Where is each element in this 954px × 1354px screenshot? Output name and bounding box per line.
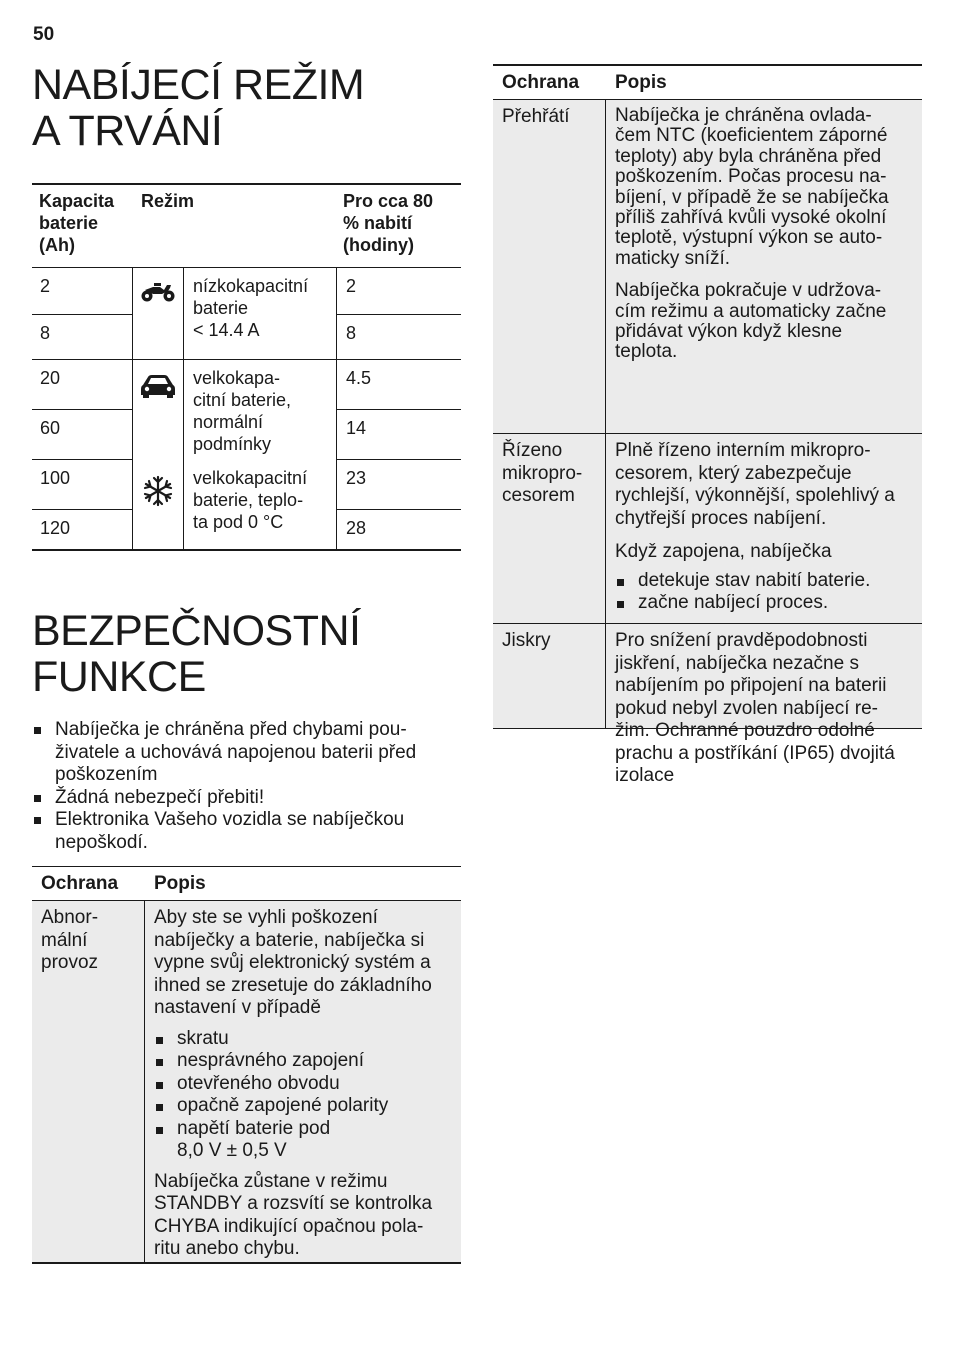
capacity-cell: 120 — [40, 518, 71, 538]
description-paragraph: Když zapojena, nabíječka — [615, 541, 832, 562]
title-line: A TRVÁNÍ — [32, 107, 223, 155]
list-item: detekuje stav nabití baterie. — [615, 570, 920, 593]
capacity-cell: 60 — [40, 418, 61, 438]
capacity-cell: 100 — [40, 468, 71, 488]
car-icon — [140, 374, 176, 398]
protection-name: Přehřátí — [502, 106, 570, 127]
snowflake-icon — [142, 475, 174, 507]
time-cell: 4.5 — [346, 368, 372, 388]
time-cell: 28 — [346, 518, 367, 538]
list-item: skratu — [154, 1028, 459, 1051]
table-header — [493, 66, 922, 100]
table-row — [493, 624, 922, 786]
header-protection: Ochrana — [41, 873, 119, 894]
description-paragraph: Nabíječka je chráněna ovlada- čem NTC (koeficientem záporné teploty) aby byla chráněna před poškozením. Počas procesu na- bíjení, v případě že se nabíječka příliš zahřívá kvůli vysoké okolní teplotě, výstupní výkon se auto- maticky sníží. — [615, 105, 889, 269]
list-item: Elektronika Vašeho vozidla se nabíječkou nepoškodí. — [32, 809, 462, 854]
list-item: Nabíječka je chráněna před chybami pou- živatele a uchovává napojenou baterii před poškozením — [32, 719, 462, 787]
table-header — [32, 185, 461, 268]
description-paragraph: Nabíječka zůstane v režimu STANDBY a rozsvítí se kontrolka CHYBA indikující opačnou pola- ritu anebo chybu. — [154, 1170, 433, 1259]
page-number: 50 — [33, 24, 55, 45]
protection-table-left — [32, 866, 461, 1264]
header-capacity: Kapacita baterie (Ah) — [39, 191, 115, 255]
capacity-cell: 8 — [40, 323, 51, 343]
header-description: Popis — [154, 873, 206, 894]
charge-mode-table — [32, 183, 461, 551]
table-row — [493, 100, 922, 434]
protection-description — [154, 907, 459, 1261]
list-item: nesprávného zapojení — [154, 1050, 459, 1073]
title-line: BEZPEČNOSTNÍ — [32, 607, 361, 655]
description-paragraph: Nabíječka pokračuje v udržova- cím režimu a automaticky začne přidávat výkon když klesne teplota. — [615, 280, 887, 363]
table-header — [32, 867, 461, 901]
capacity-cell: 2 — [40, 276, 51, 296]
table-row — [32, 901, 461, 1262]
protection-description — [615, 440, 920, 623]
time-cell: 14 — [346, 418, 367, 438]
protection-name: Řízeno mikropro- cesorem — [502, 440, 583, 506]
header-mode: Režim — [141, 191, 195, 211]
protection-table-right — [493, 64, 922, 786]
title-line: FUNKCE — [32, 653, 206, 701]
protection-description — [615, 630, 920, 788]
header-time: Pro cca 80 % nabití (hodiny) — [343, 191, 434, 255]
charge-section-title — [32, 62, 364, 154]
list-item: Žádná nebezpečí přebiti! — [32, 787, 462, 810]
process-list — [615, 570, 920, 615]
safety-bullet-list — [32, 719, 462, 854]
time-cell: 2 — [346, 276, 357, 296]
header-description: Popis — [615, 72, 667, 93]
safety-section-title — [32, 608, 361, 700]
capacity-cell: 20 — [40, 368, 61, 388]
description-paragraph: Pro snížení pravděpodobnosti jiskření, nabíječka nezačne s nabíjením po připojení na baterii pokud nebyl zvolen nabíjecí re- žim. Ochranné pouzdro odolné prachu a postříkání (IP65) dvojitá izolace — [615, 630, 895, 786]
time-cell: 23 — [346, 468, 367, 488]
description-paragraph: Plně řízeno interním mikropro- cesorem, který zabezpečuje rychlejší, výkonnější, spolehlivý a chytřejší proces nabíjení. — [615, 440, 895, 529]
list-item: opačně zapojené polarity — [154, 1095, 459, 1118]
table-row — [493, 434, 922, 624]
protection-name: Abnor- mální provoz — [41, 907, 99, 973]
time-cell: 8 — [346, 323, 357, 343]
list-item: napětí baterie pod 8,0 V ± 0,5 V — [154, 1118, 459, 1163]
title-line: NABÍJECÍ REŽIM — [32, 61, 365, 109]
mode-description: velkokapacitní baterie, teplo- ta pod 0 °C — [193, 468, 308, 532]
header-protection: Ochrana — [502, 72, 580, 93]
protection-name: Jiskry — [502, 630, 551, 651]
fault-list — [154, 1028, 459, 1163]
list-item: otevřeného obvodu — [154, 1073, 459, 1096]
list-item: začne nabíjecí proces. — [615, 592, 920, 615]
mode-description: velkokapa- citní baterie, normální podmínky — [193, 368, 292, 454]
motorcycle-icon — [140, 281, 176, 303]
protection-description — [615, 106, 920, 363]
mode-description: nízkokapacitní baterie < 14.4 A — [193, 276, 309, 340]
description-paragraph: Aby ste se vyhli poškození nabíječky a baterie, nabíječka si vypne svůj elektronický systém a ihned se zresetuje do základního nastavení v případě — [154, 907, 432, 1018]
